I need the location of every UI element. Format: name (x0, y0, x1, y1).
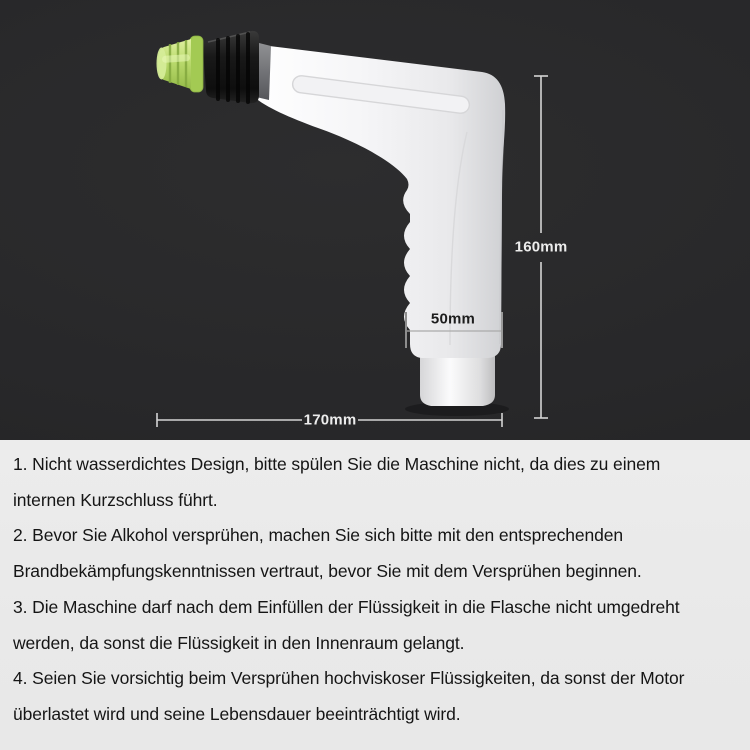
instructions-panel (0, 440, 750, 750)
bottle-connector (420, 350, 495, 406)
instruction-line: internen Kurzschluss führt. (13, 489, 218, 510)
instruction-line: 3. Die Maschine darf nach dem Einfüllen der Flüssigkeit in die Flasche nicht umgedreht (13, 596, 680, 617)
instruction-line: 4. Seien Sie vorsichtig beim Versprühen hochviskoser Flüssigkeiten, da sonst der Motor (13, 668, 685, 689)
instruction-line: 2. Bevor Sie Alkohol versprühen, machen Sie sich bitte mit den entsprechenden (13, 525, 624, 546)
instruction-line: 1. Nicht wasserdichtes Design, bitte spülen Sie die Maschine nicht, da dies zu einem (13, 454, 661, 474)
instruction-line: überlastet wird und seine Lebensdauer beeinträchtigt wird. (13, 703, 461, 724)
length-dimension-label: 170mm (303, 411, 357, 429)
instruction-line: Brandbekämpfungskenntnissen vertraut, bevor Sie mit dem Versprühen beginnen. (13, 561, 642, 582)
nozzle-knurled-cap (203, 31, 259, 103)
grip-width-dimension-label: 50mm (430, 310, 476, 328)
spray-nozzle-tip (157, 36, 204, 92)
height-dimension-label: 160mm (514, 238, 568, 256)
instruction-line: werden, da sonst die Flüssigkeit in den Innenraum gelangt. (13, 632, 465, 653)
